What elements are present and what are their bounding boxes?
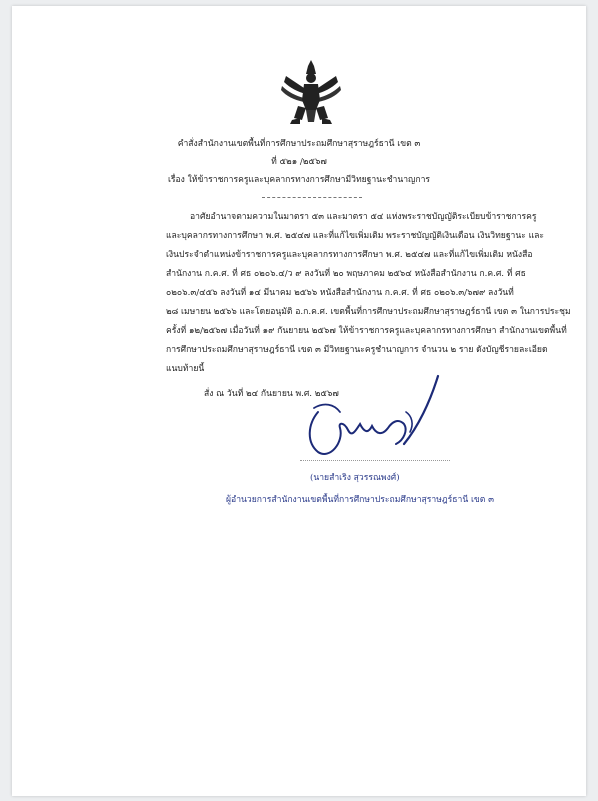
body-line: การศึกษาประถมศึกษาสุราษฎร์ธานี เขต ๓ มีวิทยฐานะครูชำนาญการ จำนวน ๒ ราย ดังบัญชีรายละเอียด (166, 345, 548, 355)
body-line: ๒๘ เมษายน ๒๕๖๖ และโดยอนุมัติ อ.ก.ค.ศ. เขตพื้นที่การศึกษาประถมศึกษาสุราษฎร์ธานี เขต ๓ ในการประชุม (166, 307, 571, 317)
signature-line (300, 460, 450, 461)
document-number: ที่ ๕๒๑ /๒๕๖๗ (271, 157, 327, 167)
body-line: และบุคลากรทางการศึกษา พ.ศ. ๒๕๔๗ และที่แก้ไขเพิ่มเติม พระราชบัญญัติเงินเดือน เงินวิทยฐานะ และ (166, 231, 545, 241)
document-subject: เรื่อง ให้ข้าราชการครูและบุคลากรทางการศึกษามีวิทยฐานะชำนาญการ (167, 175, 431, 185)
order-date: สั่ง ณ วันที่ ๒๔ กันยายน พ.ศ. ๒๕๖๗ (204, 389, 339, 399)
body-line: แนบท้ายนี้ (166, 364, 205, 374)
garuda-emblem (278, 56, 344, 126)
signer-title: ผู้อำนวยการสำนักงานเขตพื้นที่การศึกษาประถมศึกษาสุราษฎร์ธานี เขต ๓ (226, 495, 494, 505)
body-line: ๐๒๐๖.๓/๔๕๖ ลงวันที่ ๑๔ มีนาคม ๒๕๖๖ หนังสือสำนักงาน ก.ค.ศ. ที่ ศธ ๐๒๐๖.๓/๖๗๙ ลงวันที่ (166, 288, 514, 298)
body-line: อาศัยอำนาจตามความในมาตรา ๕๓ และมาตรา ๕๔ แห่งพระราชบัญญัติระเบียบข้าราชการครู (190, 212, 537, 222)
signer-name: (นายสำเริง สุวรรณพงศ์) (310, 473, 400, 483)
body-line: เงินประจำตำแหน่งข้าราชการครูและบุคลากรทางการศึกษา พ.ศ. ๒๕๔๗ และที่แก้ไขเพิ่มเติม หนังสือ (166, 250, 533, 260)
divider (262, 197, 362, 198)
body-line: สำนักงาน ก.ค.ศ. ที่ ศธ ๐๒๐๖.๔/ว ๙ ลงวันที่ ๒๐ พฤษภาคม ๒๕๖๔ หนังสือสำนักงาน ก.ค.ศ. ที่ ศธ (166, 269, 526, 279)
body-line: ครั้งที่ ๑๒/๒๕๖๗ เมื่อวันที่ ๑๙ กันยายน ๒๕๖๗ ให้ข้าราชการครูและบุคลากรทางการศึกษา สำนักงานเขตพื้นที่ (166, 326, 567, 336)
document-heading: คำสั่งสำนักงานเขตพื้นที่การศึกษาประถมศึกษาสุราษฎร์ธานี เขต ๓ (177, 139, 421, 149)
handwritten-signature (300, 372, 450, 472)
